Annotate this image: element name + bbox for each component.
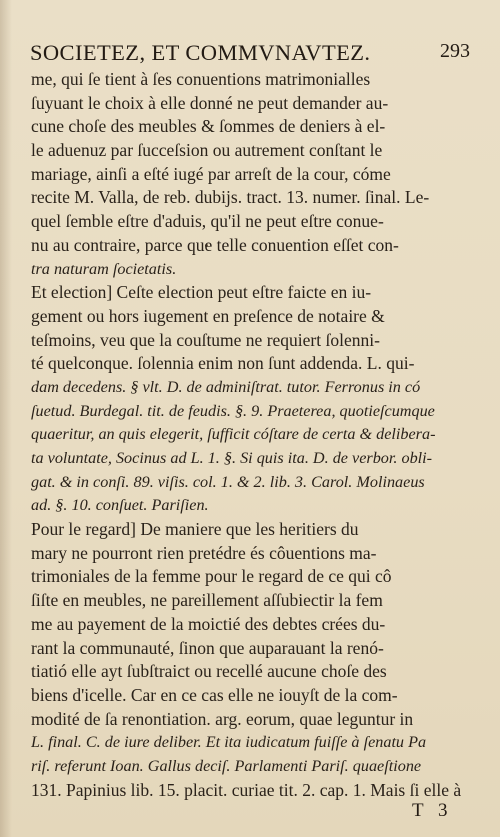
running-head <box>30 40 470 66</box>
text-line: trimoniales de la femme pour le regard de ce qui cô <box>31 566 392 587</box>
text-line: me au payement de la moictié des debtes crées du- <box>31 613 386 634</box>
text-line: 131. Papinius lib. 15. placit. curiae tit. 2. cap. 1. Mais ſi elle à <box>31 779 462 800</box>
text-line: teſmoins, veu que la couſtume ne requiert ſolenni- <box>31 329 380 350</box>
text-line: té quelconque. ſolennia enim non ſunt addenda. L. qui- <box>31 353 415 374</box>
page-gutter-shadow <box>0 0 12 837</box>
text-line: Et election] Ceſte election peut eſtre faicte en iu- <box>31 282 372 303</box>
text-line: biens d'icelle. Car en ce cas elle ne iouyſt de la com- <box>31 684 398 705</box>
text-line: tiatió elle ayt ſubſtraict ou recellé aucune choſe des <box>31 661 387 682</box>
text-line: ta voluntate, Socinus ad L. 1. §. Si quis ita. D. de verbor. obli- <box>31 449 433 467</box>
text-line: gat. & in conſi. 89. viſis. col. 1. & 2. lib. 3. Carol. Molinaeus <box>31 472 425 491</box>
text-line: ſuetud. Burdegal. tit. de feudis. §. 9. Praeterea, quotieſcumque <box>31 401 435 420</box>
text-line: tra naturam ſocietatis. <box>31 259 177 278</box>
text-line: modité de ſa renontiation. arg. eorum, quae leguntur in <box>31 708 414 729</box>
text-line: le aduenuz par ſucceſsion ou autrement conſtant le <box>31 140 383 161</box>
body-text <box>31 68 468 802</box>
text-line: recite M. Valla, de reb. dubijs. tract. 13. numer. ſinal. Le- <box>31 187 430 208</box>
text-line: me, qui ſe tient à ſes conuentions matrimonialles <box>31 69 371 89</box>
text-line: L. final. C. de iure deliber. Et ita iudicatum fuiſſe à ſenatu Pa <box>31 733 427 752</box>
text-line: quaeritur, an quis elegerit, ſufficit cóſtare de certa & delibera- <box>31 425 436 444</box>
text-line: mariage, ainſi a eſté iugé par arreſt de la cour, cóme <box>31 163 391 184</box>
text-line: riſ. referunt Ioan. Gallus deciſ. Parlamenti Pariſ. quaeſtione <box>31 756 422 775</box>
text-line: dam decedens. § vlt. D. de adminiſtrat. tutor. Ferronus in có <box>31 377 421 396</box>
text-line: gement ou hors iugement en preſence de notaire & <box>31 305 385 326</box>
running-title: SOCIETEZ, ET COMMVNAVTEZ. <box>30 40 371 65</box>
text-line: Pour le regard] De maniere que les heritiers du <box>31 519 359 540</box>
text-line: quel ſemble eſtre d'aduis, qu'il ne peut eſtre conue- <box>31 211 384 232</box>
text-line: ſuyuant le choix à elle donné ne peut demander au- <box>31 92 389 113</box>
text-line: mary ne pourront rien pretédre és côuentions ma- <box>31 542 377 563</box>
text-line: ad. §. 10. conſuet. Pariſien. <box>31 496 209 515</box>
text-line: nu au contraire, parce que telle conuention eſſet con- <box>31 234 399 255</box>
text-line: ſiſte en meubles, ne pareillement aſſubiectir la fem <box>31 590 383 611</box>
page-number: 293 <box>440 40 470 62</box>
text-line: rant la communauté, ſinon que auparauant la renó- <box>31 637 384 658</box>
text-line: cune choſe des meubles & ſommes de deniers à el- <box>31 116 386 137</box>
catchword: T 3 <box>412 800 453 821</box>
